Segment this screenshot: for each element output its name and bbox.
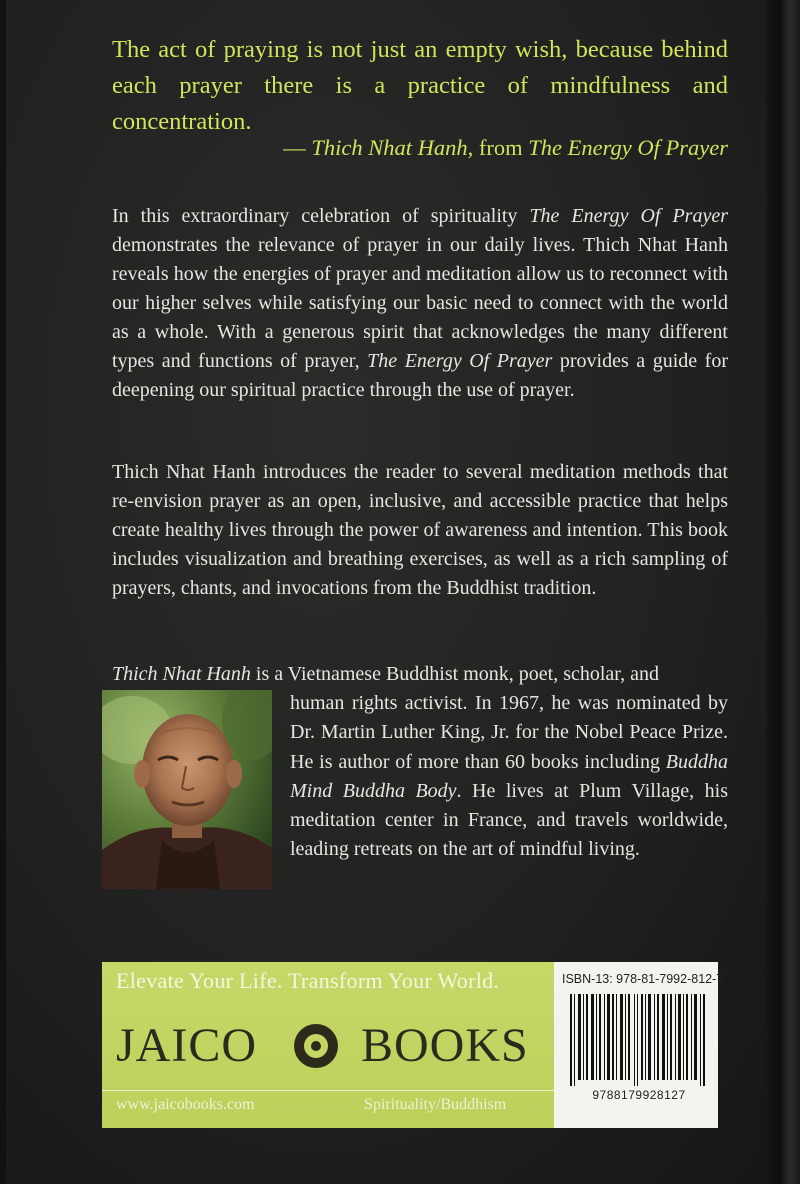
- book-category: Spirituality/Buddhism: [364, 1096, 507, 1113]
- p1-part-c: provides a guide for deepening our spiritual practice through the use of prayer.: [112, 350, 728, 401]
- quote-attribution: [112, 132, 728, 164]
- cover-right-edge: [766, 0, 800, 1184]
- isbn-label: ISBN-13: 978-81-7992-812-7: [562, 972, 724, 986]
- p1-book-title-2: The Energy Of Prayer: [367, 350, 553, 372]
- bio-author-name: Thich Nhat Hanh: [112, 663, 251, 685]
- p1-part-b: demonstrates the relevance of prayer in our daily lives. Thich Nhat Hanh reveals how the energies of prayer and meditation allow us to reconnect with our higher selves while satisfying our basic need to connect with the world as a whole. With a generous spirit that acknowledges the many different types and functions of prayer,: [112, 234, 728, 372]
- publisher-band: [102, 962, 724, 1128]
- attribution-from: , from: [467, 135, 529, 160]
- description-paragraph-1: [112, 202, 728, 405]
- jaico-wheel-logo-icon: [294, 1024, 338, 1068]
- author-photo: [102, 690, 272, 889]
- publisher-name-left: JAICO: [116, 1019, 258, 1072]
- bio-rest-a: human rights activist. In 1967, he was nominated by Dr. Martin Luther King, Jr. for the Nobel Peace Prize. He is author of more than 60 books including: [290, 692, 728, 773]
- attribution-title: The Energy Of Prayer: [528, 135, 728, 160]
- publisher-divider: [102, 1090, 554, 1091]
- cover-left-edge: [0, 0, 6, 1184]
- barcode-icon: [568, 994, 708, 1086]
- p1-book-title-1: The Energy Of Prayer: [529, 205, 728, 227]
- bio-first-line-text: is a Vietnamese Buddhist monk, poet, scholar, and: [250, 663, 660, 685]
- epigraph-quote: [112, 32, 728, 140]
- publisher-name-right: BOOKS: [361, 1019, 529, 1072]
- bio-book-title: Buddha Mind Buddha Body: [290, 750, 728, 802]
- p1-part-a: In this extraordinary celebration of spirituality: [112, 205, 530, 227]
- publisher-website: www.jaicobooks.com: [116, 1096, 255, 1113]
- quote-text: The act of praying is not just an empty wish, because behind each prayer there is a practice of mindfulness and concentration.: [112, 36, 728, 135]
- publisher-logo-wordmark: [116, 1016, 540, 1076]
- description-paragraph-2: [112, 458, 728, 603]
- publisher-green-panel: [102, 962, 554, 1128]
- author-bio-rest: [290, 689, 728, 865]
- bio-rest-b: . He lives at Plum Village, his meditation center in France, and travels worldwide, leading retreats on the art of mindful living.: [290, 779, 728, 861]
- publisher-tagline: Elevate Your Life. Transform Your World.: [116, 968, 500, 993]
- attribution-author: Thich Nhat Hanh: [311, 135, 468, 160]
- author-bio-first-line: [112, 660, 728, 689]
- barcode-number: 9788179928127: [592, 1088, 686, 1102]
- p2-text: Thich Nhat Hanh introduces the reader to several meditation methods that re-envision prayer as an open, inclusive, and accessible practice that helps create healthy lives through the power of awareness and intention. This book includes visualization and breathing exercises, as well as a rich sampling of prayers, chants, and invocations from the Buddhist tradition.: [112, 461, 728, 599]
- attribution-dash: —: [283, 135, 312, 160]
